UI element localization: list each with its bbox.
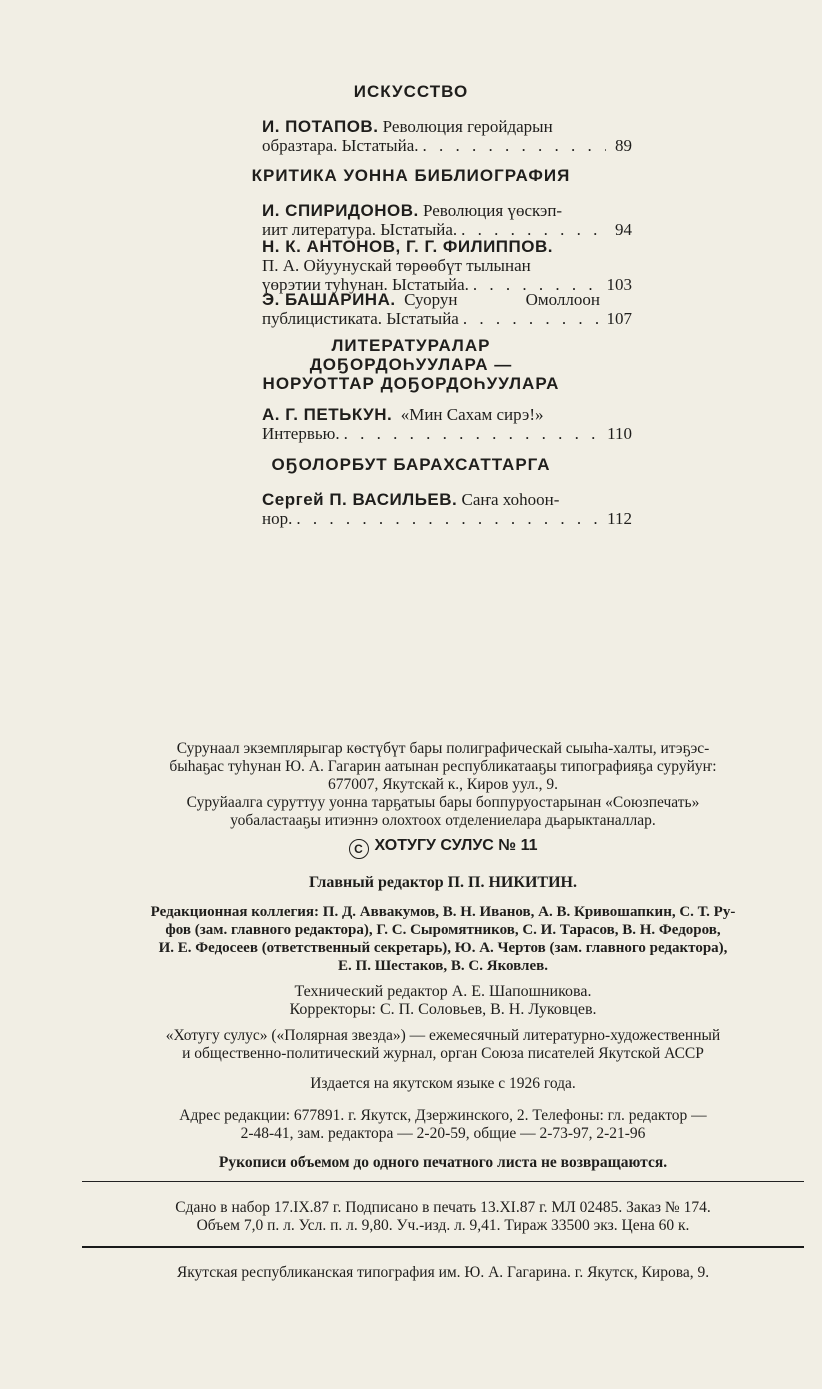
text-line: Суруйаалга суруттуу уонна тарҕатыы бары боппуруостарынан «Союзпечать» xyxy=(186,794,700,811)
journal-description xyxy=(82,1027,804,1063)
print-details xyxy=(82,1199,804,1235)
copyright-icon: С xyxy=(349,839,369,859)
toc-page: 107 xyxy=(606,309,632,328)
toc-page: 110 xyxy=(607,424,632,443)
text-line: И. Е. Федосеев (ответственный секретарь), Ю. А. Чертов (зам. главного редактора), xyxy=(158,940,728,956)
section-heading-line: ЛИТЕРАТУРАЛАР xyxy=(331,336,491,355)
toc-author: Сергей П. ВАСИЛЬЕВ. xyxy=(262,490,458,509)
magazine-name: ХОТУГУ СУЛУС № 11 xyxy=(374,837,538,854)
editorial-address xyxy=(82,1107,804,1143)
toc-title: Интервью. xyxy=(262,424,340,443)
errata-notice xyxy=(82,740,804,794)
toc-title: Омоллоон xyxy=(525,290,600,309)
divider xyxy=(82,1246,804,1248)
toc-author: А. Г. ПЕТЬКУН. xyxy=(262,405,393,424)
manuscripts-note: Рукописи объемом до одного печатного листа не возвращаются. xyxy=(218,1154,668,1171)
text-line: уобаластааҕы итиэннэ олохтоох отделениелара дьарыктаналлар. xyxy=(230,812,656,829)
toc-title: иит литература. Ыстатыйа. xyxy=(262,220,458,239)
text-line: 2-48-41, зам. редактора — 2-20-59, общие — 2-73-97, 2-21-96 xyxy=(240,1125,646,1142)
section-heading-criticism: КРИТИКА УОННА БИБЛИОГРАФИЯ xyxy=(251,166,571,185)
toc-leader xyxy=(459,309,606,328)
toc-page: 94 xyxy=(615,220,632,239)
toc-title: публицистиката. Ыстатыйа xyxy=(262,309,459,328)
toc-leader xyxy=(292,509,606,528)
toc-author: И. СПИРИДОНОВ. xyxy=(262,201,419,220)
publication-note: Издается на якутском языке с 1926 года. xyxy=(310,1075,576,1092)
toc-author: И. ПОТАПОВ. xyxy=(262,117,379,136)
text-line: Сдано в набор 17.IX.87 г. Подписано в печать 13.XI.87 г. МЛ 02485. Заказ № 174. xyxy=(175,1199,711,1216)
text-line: Сурунаал экземплярыгар көстүбүт бары полиграфическай сыыһа-халты, итэҕэс- xyxy=(176,740,710,757)
text-line: и общественно-политический журнал, орган Союза писателей Якутской АССР xyxy=(182,1045,704,1062)
tech-editor: Технический редактор А. Е. Шапошникова. xyxy=(294,983,592,1000)
text-line: Адрес редакции: 677891. г. Якутск, Дзержинского, 2. Телефоны: гл. редактор — xyxy=(179,1107,707,1124)
toc-entry-basharina xyxy=(262,290,632,328)
toc-page: 89 xyxy=(615,136,632,155)
printer-line: Якутская республиканская типография им. Ю. А. Гагарина. г. Якутск, Кирова, 9. xyxy=(176,1264,710,1281)
text-line: Редакционная коллегия: П. Д. Аввакумов, В. Н. Иванов, А. В. Кривошапкин, С. Т. Ру- xyxy=(150,904,736,920)
toc-page: 112 xyxy=(607,509,632,528)
toc-title: П. А. Ойуунускай төрөөбүт тылынан xyxy=(262,256,531,275)
divider xyxy=(82,1181,804,1182)
section-heading-art: ИСКУССТВО xyxy=(353,82,469,101)
toc-title: Саҥа хоһоон- xyxy=(461,490,560,509)
toc-leader xyxy=(340,424,606,443)
text-line: Объем 7,0 п. л. Усл. п. л. 9,80. Уч.-изд. л. 9,41. Тираж 33500 экз. Цена 60 к. xyxy=(196,1217,690,1234)
toc-title: «Мин Сахам сирэ!» xyxy=(400,405,544,424)
text-line: Е. П. Шестаков, В. С. Яковлев. xyxy=(338,958,548,974)
editorial-board xyxy=(82,903,804,975)
proofreaders: Корректоры: С. П. Соловьев, В. Н. Луковцев. xyxy=(289,1001,597,1018)
toc-title: нор. xyxy=(262,509,293,528)
toc-page: 103 xyxy=(606,275,632,294)
toc-entry-antonov xyxy=(262,237,632,294)
toc-title: Революция үөскэп- xyxy=(423,201,563,220)
text-line: быһаҕас туһунан Ю. А. Гагарин аатынан республикатааҕы типографияҕа суруйуҥ: xyxy=(169,758,717,775)
toc-title: образтара. Ыстатыйа. xyxy=(262,136,419,155)
section-heading-answers: ОҔОЛОРБУТ БАРАХСАТТАРГА xyxy=(271,455,551,474)
section-heading-line: НОРУОТТАР ДОҔОРДОҺУУЛАРА xyxy=(262,374,560,393)
section-heading-literature xyxy=(0,336,822,393)
toc-author: Э. БАШАРИНА. xyxy=(262,290,396,309)
text-line: фов (зам. главного редактора), Г. С. Сыромятников, С. И. Тарасов, В. Н. Федоров, xyxy=(165,922,721,938)
toc-author: Н. К. АНТОНОВ, Г. Г. ФИЛИППОВ. xyxy=(262,237,553,256)
toc-entry-vasiliev xyxy=(262,490,632,528)
toc-title: үөрэтии туһунан. Ыстатыйа. xyxy=(262,275,469,294)
toc-title: Революция геройдарын xyxy=(382,117,553,136)
toc-leader xyxy=(419,136,607,155)
magazine-title xyxy=(82,837,804,859)
toc-entry-spiridonov xyxy=(262,201,632,239)
technical-staff xyxy=(82,983,804,1019)
chief-editor: Главный редактор П. П. НИКИТИН. xyxy=(309,874,577,891)
text-line: 677007, Якутскай к., Киров уул., 9. xyxy=(327,776,559,793)
subscription-notice xyxy=(82,794,804,830)
text-line: «Хотугу сулус» («Полярная звезда») — ежемесячный литературно-художественный xyxy=(165,1027,721,1044)
section-heading-line: ДОҔОРДОҺУУЛАРА — xyxy=(309,355,513,374)
toc-entry-petkun xyxy=(262,405,632,443)
toc-entry-potapov xyxy=(262,117,632,155)
toc-title: Суорун xyxy=(404,290,458,309)
